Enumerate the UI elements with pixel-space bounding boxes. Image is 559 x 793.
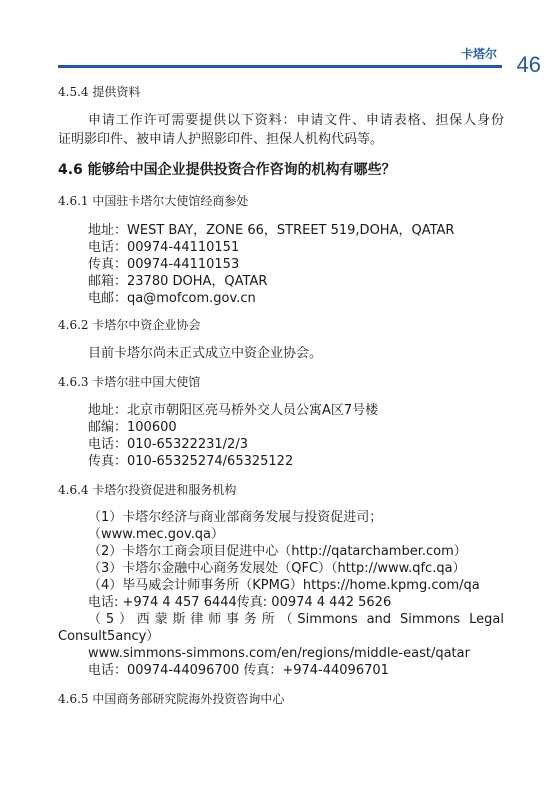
section-4-6-2-heading: 4.6.2 卡塔尔中资企业协会 <box>58 318 201 332</box>
embassy-office-fax: 传真：00974-44110153 <box>88 257 240 272</box>
section-4-5-4-paragraph-line-1: 申请工作许可需要提供以下资料：申请文件、申请表格、担保人身份 <box>88 113 504 128</box>
page-number: 46 <box>516 52 541 77</box>
qatar-embassy-address: 地址：北京市朝阳区亮马桥外交人员公寓A区7号楼 <box>88 403 379 418</box>
embassy-office-mailbox: 邮箱：23780 DOHA，QATAR <box>88 274 268 289</box>
agency-3: （3）卡塔尔金融中心商务发展处（QFC）（http://www.qfc.qa） <box>88 561 466 576</box>
header-rule <box>58 65 502 68</box>
section-4-5-4-paragraph-line-2: 证明影印件、被申请人护照影印件、担保人机构代码等。 <box>58 132 384 147</box>
agency-5-website: www.simmons-simmons.com/en/regions/middle-east/qatar <box>88 646 470 661</box>
embassy-office-phone: 电话：00974-44110151 <box>88 240 240 255</box>
agency-1-name: （1）卡塔尔经济与商业部商务发展与投资促进司； <box>88 510 383 525</box>
agency-4-contact: 电话: +974 4 457 6444传真: 00974 4 442 5626 <box>88 595 392 610</box>
agency-5-contact: 电话：00974-44096700 传真：+974-44096701 <box>88 663 389 678</box>
section-4-6-heading: 4.6 能够给中国企业提供投资合作咨询的机构有哪些？ <box>58 162 396 178</box>
section-4-6-4-heading: 4.6.4 卡塔尔投资促进和服务机构 <box>58 483 237 497</box>
qatar-embassy-fax: 传真：010-65325274/65325122 <box>88 454 294 469</box>
qatar-embassy-phone: 电话：010-65322231/2/3 <box>88 437 248 452</box>
page-header <box>0 0 559 90</box>
header-country-label: 卡塔尔 <box>460 47 497 61</box>
agency-5-name: （5）西蒙斯律师事务所（Simmons and Simmons Legal <box>88 612 504 627</box>
section-4-6-3-heading: 4.6.3 卡塔尔驻中国大使馆 <box>58 375 201 389</box>
qatar-embassy-postcode: 邮编：100600 <box>88 420 177 435</box>
agency-1-website: （www.mec.gov.qa） <box>88 527 225 542</box>
agency-4: （4）毕马威会计师事务所（KPMG）https://home.kpmg.com/qa <box>88 578 480 593</box>
section-4-6-2-text: 目前卡塔尔尚未正式成立中资企业协会。 <box>88 346 323 361</box>
embassy-office-email: 电邮：qa@mofcom.gov.cn <box>88 291 256 306</box>
agency-5-name-cont: Consult5ancy） <box>58 629 160 644</box>
section-4-6-1-heading: 4.6.1 中国驻卡塔尔大使馆经商参处 <box>58 194 249 208</box>
section-4-6-5-heading: 4.6.5 中国商务部研究院海外投资咨询中心 <box>58 692 285 706</box>
embassy-office-address: 地址：WEST BAY，ZONE 66，STREET 519,DOHA，QATAR <box>88 223 455 238</box>
section-4-5-4-heading: 4.5.4 提供资料 <box>58 85 141 99</box>
agency-2: （2）卡塔尔工商会项目促进中心（http://qatarchamber.com） <box>88 544 467 559</box>
